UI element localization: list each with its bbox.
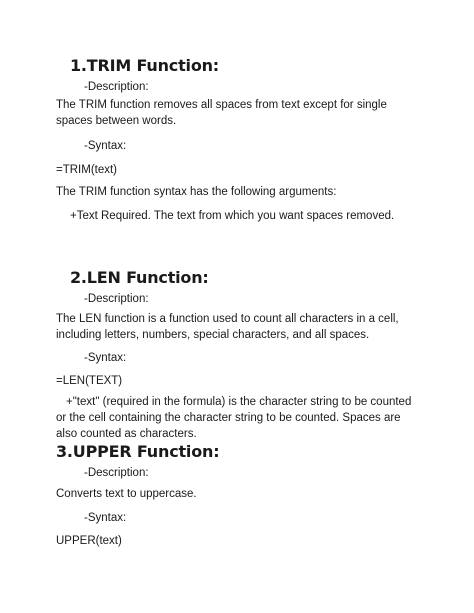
len-description-text: The LEN function is a function used to count all characters in a cell, including letters, numbers, special characters, and all spaces. <box>56 313 399 341</box>
trim-argument: +Text Required. The text from which you want spaces removed. <box>70 210 395 222</box>
len-syntax: =LEN(TEXT) <box>56 375 123 387</box>
upper-description-text: Converts text to uppercase. <box>56 488 197 500</box>
trim-heading: 1.TRIM Function: <box>70 56 220 75</box>
trim-syntax-label: -Syntax: <box>84 140 127 152</box>
trim-description-text: The TRIM function removes all spaces from text except for single spaces between words. <box>56 99 387 127</box>
trim-description-label: -Description: <box>84 81 149 93</box>
upper-syntax: UPPER(text) <box>56 535 122 547</box>
len-description-label: -Description: <box>84 293 149 305</box>
len-syntax-label: -Syntax: <box>84 352 127 364</box>
upper-description-label: -Description: <box>84 467 149 479</box>
len-argument: +"text" (required in the formula) is the character string to be counted or the cell containing the character string to be counted. Spaces are also counted as characters. <box>56 396 412 440</box>
trim-args-intro: The TRIM function syntax has the following arguments: <box>56 186 337 198</box>
trim-syntax: =TRIM(text) <box>56 164 118 176</box>
upper-syntax-label: -Syntax: <box>84 512 127 524</box>
len-heading: 2.LEN Function: <box>70 268 209 287</box>
upper-heading: 3.UPPER Function: <box>56 442 220 461</box>
